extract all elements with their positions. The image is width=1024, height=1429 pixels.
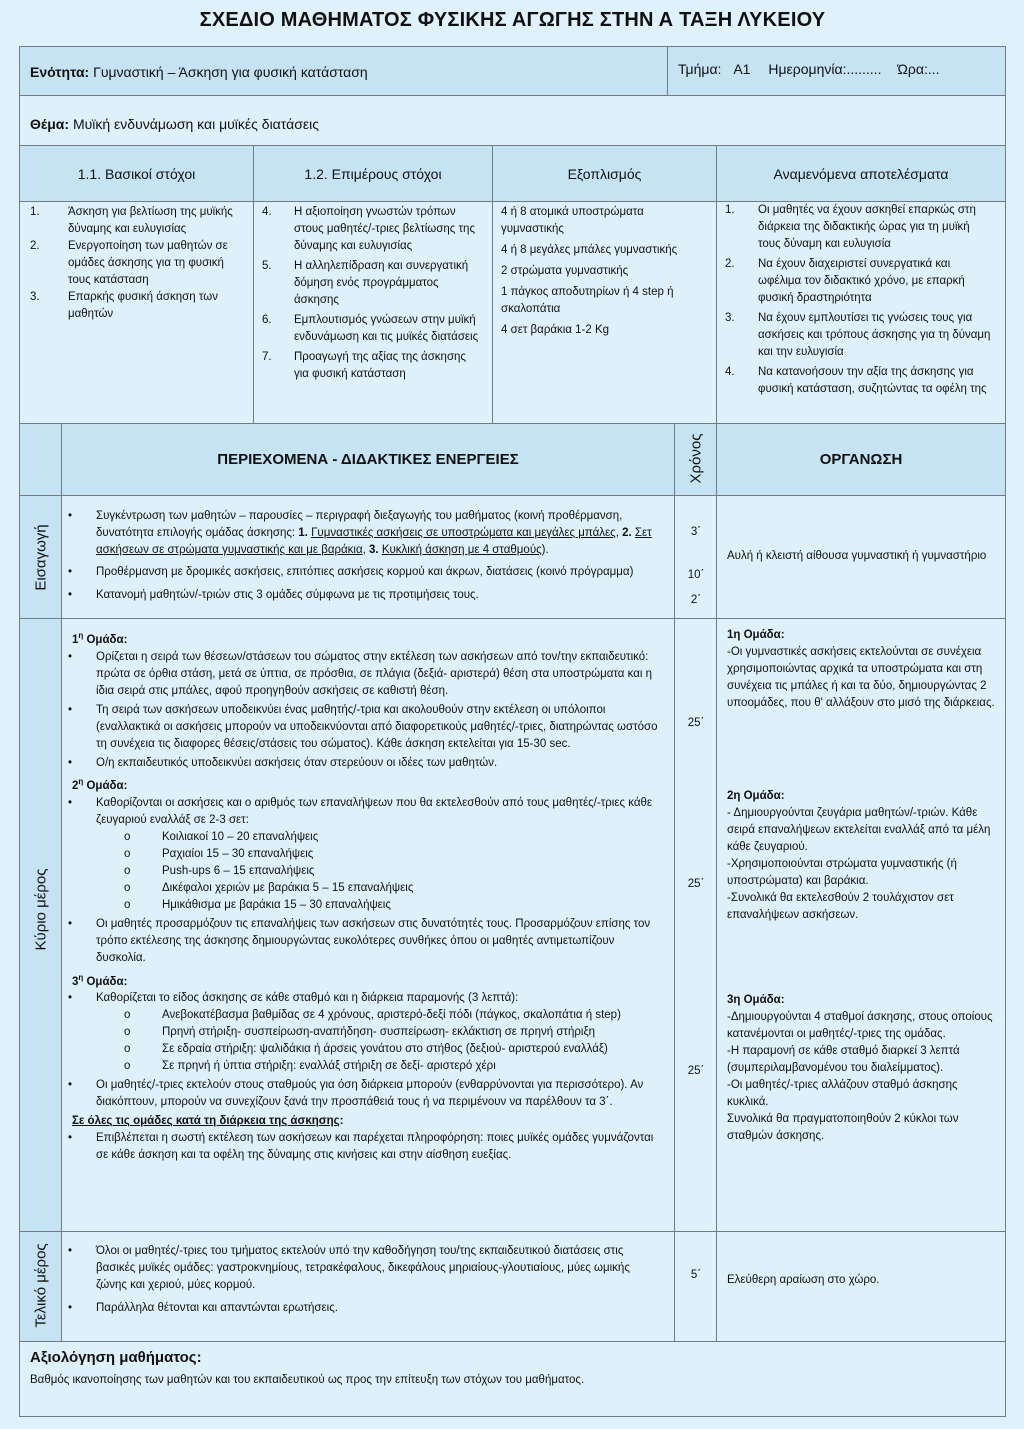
time-value: 25΄ — [687, 717, 705, 729]
goals-header-equipment — [493, 146, 717, 202]
unit-value: Γυμναστική – Άσκηση για φυσική κατάσταση — [93, 64, 368, 80]
list-item: 2. Να έχουν διαχειριστεί συνεργατικά και ωφέλιμα τον διδακτικό χρόνο, με επαρκή φυσική δραστηριότητα — [725, 258, 965, 304]
org-group2-title: 2η Ομάδα: — [727, 790, 785, 802]
time-value: 25΄ — [687, 1065, 705, 1077]
list-item: • Τη σειρά των ασκήσεων υποδεικνύει ένας μαθητής/-τρια και ακολουθούν στην εκτέλεση οι υπόλοιποι (εναλλακτικά οι ασκήσεις μπορούν να υποδεικνύονται από διαφορετικούς μαθητές/-τριες, διατηρώντας ωστόσο τη συνέχεια τις διαφορες θέσεις/στάσεις του σώματος). Κάθε άσκηση εκτελείται για 15-30 sec. — [68, 703, 658, 750]
final-content — [62, 1232, 675, 1342]
org-text: -Χρησιμοποιούνται στρώματα γυμναστικής (ή υποστρώματα) και βαράκια. — [727, 858, 957, 887]
intro-org — [717, 496, 1005, 619]
list-item: 4 ή 8 μεγάλες μπάλες γυμναστικής — [501, 244, 678, 256]
list-item: • Οι μαθητές προσαρμόζουν τις επαναλήψεις των ασκήσεων στις δυνατότητές τους. Προσαρμόζουν επίσης τον τρόπο εκτέλεσης της άσκησης δημιουργώντας ευκολότερες συνθήκες όπου οι μαθητές αντιμετωπίζουν δυσκολία. — [68, 917, 651, 964]
org-text: -Δημιουργούνται 4 σταθμοί άσκησης, στους οποίους κατανέμονται οι μαθητές/-τριες της ομάδας. — [727, 1011, 993, 1040]
list-item: • Ορίζεται η σειρά των θέσεων/στάσεων του σώματος στην εκτέλεση των ασκήσεων από τον/την εκπαιδευτικό: πρώτα σε όρθια στάση, μετά σε ύπτια, σε πρόσθια, σε πλάγια (δεξιά- αριστερά) θέση στα υποστρώματα και η ίδια σειρά στις μπάλες, αφού προηγηθούν ασκήσεις σε καθιστή θέση. — [68, 650, 653, 697]
class-label: Τμήμα: — [678, 61, 722, 77]
list-item: • Συγκέντρωση των μαθητών – παρουσίες – περιγραφή διεξαγωγής του μαθήματος (κοινή προθέρμανση, δυνατότητα επιλογής ομάδας άσκησης: 1. Γυμναστικές ασκήσεις σε υποστρώματα και μεγάλες μπάλες, 2. Σετ ασκήσεων σε στρώματα γυμναστικής και με βαράκια, 3. Κυκλική άσκηση με 4 σταθμούς). — [68, 510, 652, 556]
list-item: 4. Η αξιοποίηση γνωστών τρόπων στους μαθητές/-τριες βελτίωσης της δύναμης και ευλυγισίας — [262, 206, 475, 252]
list-item: • Όλοι οι μαθητές/-τριες του τμήματος εκτελούν υπό την καθοδήγηση του/της εκπαιδευτικού διατάσεις στις βασικές μυϊκές ομάδες: γαστροκνημίους, τετρακέφαλους, δικεφάλους μηριαίους-γλουτιαίους, μύες ωμικής ζώνης και χεριού, μύες κορμού. — [68, 1245, 630, 1291]
goals-header-specific — [254, 146, 493, 202]
final-org — [717, 1232, 1005, 1342]
sub-item: o Push-ups 6 – 15 επαναλήψεις — [124, 864, 315, 877]
class-date-cell — [668, 47, 1005, 96]
org-group1-title: 1η Ομάδα: — [727, 629, 785, 641]
list-item: • Κατανομή μαθητών/-τριών στις 3 ομάδες σύμφωνα με τις προτιμήσεις τους. — [68, 589, 479, 601]
time-value: 3΄ — [690, 526, 702, 538]
equipment-heading: Εξοπλισμός — [567, 166, 642, 182]
sub-item: o Δικέφαλοι χεριών με βαράκια 5 – 15 επαναλήψεις — [124, 881, 414, 894]
list-item: • Επιβλέπεται η σωστή εκτέλεση των ασκήσεων και παρέχεται πληροφόρηση: ποιες μυϊκές ομάδες γυμνάζονται σε κάθε άσκηση και τα οφέλη της δύναμης στις κινήσεις και στην αίσθηση ευεξίας. — [68, 1132, 654, 1162]
sub-item: o Κοιλιακοί 10 – 20 επαναλήψεις — [124, 830, 319, 843]
final-time — [675, 1232, 717, 1342]
org-text: -Η παραμονή σε κάθε σταθμό διαρκεί 3 λεπτά (συμπεριλαμβανομένου του διαλείμματος). — [727, 1045, 960, 1074]
unit-cell — [20, 47, 668, 96]
time-value: 5΄ — [690, 1269, 702, 1281]
all-groups-title: Σε όλες τις ομάδες κατά τη διάρκεια της άσκησης: — [72, 1115, 344, 1128]
org-text: Ελεύθερη αραίωση στο χώρο. — [727, 1274, 880, 1286]
lesson-plan-table — [19, 46, 1006, 1417]
group1-title: $1^\eta$ Ομάδα: — [72, 631, 128, 646]
list-item: 5. Η αλληλεπίδραση και συνεργατική δόμηση ενός προγράμματος άσκησης — [262, 260, 469, 306]
basic-goals-list — [20, 202, 254, 424]
list-item: 1. Οι μαθητές να έχουν ασκηθεί επαρκώς στη διάρκεια της διδακτικής ώρας για τη μυϊκή τους δύναμη και ευλυγισία — [725, 204, 976, 250]
content-header — [62, 424, 675, 496]
list-item: 3. Να έχουν εμπλουτίσει τις γνώσεις τους για ασκήσεις και τρόπους άσκησης για τη δύναμη και την ευλυγισία — [725, 312, 991, 358]
topic-label: Θέμα: — [30, 116, 70, 132]
content-heading: ΠΕΡΙΕΧΟΜΕΝΑ - ΔΙΔΑΚΤΙΚΕΣ ΕΝΕΡΓΕΙΕΣ — [217, 451, 519, 468]
list-item: 3. Επαρκής φυσική άσκηση των μαθητών — [30, 291, 218, 320]
list-item: • Ο/η εκπαιδευτικός υποδεικνύει ασκήσεις όταν στερεύουν οι ιδέες των μαθητών. — [68, 756, 498, 769]
goals-header-basic — [20, 146, 254, 202]
list-item: 7. Προαγωγή της αξίας της άσκησης για φυσική κατάσταση — [262, 351, 466, 380]
org-text: - Δημιουργούνται ζευγάρια μαθητών/-τριών. Κάθε σειρά επαναλήψεων εκτελείται εναλλάξ από τα μέλη κάθε ζευγαριού. — [727, 807, 991, 853]
org-text: Αυλή ή κλειστή αίθουσα γυμναστική ή γυμναστήριο — [727, 550, 987, 562]
time-header — [675, 424, 717, 496]
sub-item: o Πρηνή στήριξη- συσπείρωση-αναπήδηση- συσπείρωση- εκλάκτιση σε πρηνή στήριξη — [124, 1026, 596, 1039]
time-label: Ώρα:... — [897, 61, 940, 77]
org-group3-title: 3η Ομάδα: — [727, 994, 785, 1006]
lesson-plan-page — [19, 0, 1006, 1429]
specific-goals-heading: 1.2. Επιμέρους στόχοι — [304, 166, 442, 182]
list-item: 4. Να κατανοήσουν την αξία της άσκησης για φυσική κατάσταση, συζητώντας τα οφέλη της — [725, 366, 987, 395]
list-item: 4 σετ βαράκια 1-2 Kg — [501, 324, 610, 336]
topic-cell — [20, 96, 1005, 146]
main-content — [62, 619, 675, 1232]
intro-content — [62, 496, 675, 619]
main-org — [717, 619, 1005, 1232]
expected-results-list — [717, 202, 1005, 424]
main-label-cell — [20, 619, 62, 1232]
org-text: -Οι μαθητές/-τριες αλλάζουν σταθμό άσκησης κυκλικά. — [727, 1079, 958, 1108]
class-value: Α1 — [733, 61, 751, 77]
main-time — [675, 619, 717, 1232]
page-title: ΣΧΕΔΙΟ ΜΑΘΗΜΑΤΟΣ ΦΥΣΙΚΗΣ ΑΓΩΓΗΣ ΣΤΗΝ Α ΤΑΞΗ ΛΥΚΕΙΟΥ — [199, 9, 826, 31]
evaluation-cell — [20, 1342, 1005, 1416]
intro-label-cell — [20, 496, 62, 619]
goals-header-expected — [717, 146, 1005, 202]
org-text: Συνολικά θα πραγματοποιηθούν 2 κύκλοι των σταθμών άσκησης. — [727, 1113, 959, 1142]
time-value: 10΄ — [687, 569, 705, 581]
group3-title: $3^\eta$ Ομάδα: — [72, 972, 128, 988]
org-text: -Συνολικά θα εκτελεσθούν 2 τουλάχιστον σετ επαναλήψεων ασκήσεων. — [727, 892, 954, 921]
group2-title: $2^\eta$ Ομάδα: — [72, 776, 128, 792]
list-item: 1 πάγκος αποδυτηρίων ή 4 step ή σκαλοπάτια — [501, 286, 674, 315]
main-label: Κύριο μέρος — [32, 868, 50, 951]
sub-item: o Ραχιαίοι 15 – 30 επαναλήψεις — [124, 847, 314, 860]
final-label: Τελικό μέρος — [32, 1243, 50, 1328]
org-text: -Οι γυμναστικές ασκήσεις εκτελούνται σε συνέχεια χρησιμοποιώντας αρχικά τα υποστρώματα και στη συνέχεια τις μπάλες ή και τα δύο, δημιουργώντας 2 υποομάδες, που θ' αλλάξουν στο μισό της διάρκειας. — [727, 646, 995, 709]
list-item: • Παράλληλα θέτονται και απαντώνται ερωτήσεις. — [68, 1302, 338, 1314]
list-item: • Καθορίζονται οι ασκήσεις και ο αριθμός των επαναλήψεων που θα εκτελεσθούν από τους μαθητές/-τριες κάθε ζευγαριού εναλλάξ σε 2-3 σετ: — [68, 796, 652, 826]
date-label: Ημερομηνία:......... — [768, 61, 882, 77]
list-item: • Οι μαθητές/-τριες εκτελούν στους σταθμούς για όση διάρκεια μπορούν (ενθαρρύνονται για περισσότερο). Αν διακόπτουν, μπορούν να συνεχίζουν ξανά την προσπάθειά τους ή να περιμένουν να παρέλθουν τα 3΄. — [68, 1079, 644, 1109]
list-item: 6. Εμπλουτισμός γνώσεων στην μυϊκή ενδυνάμωση και τις μυϊκές διατάσεις — [262, 314, 479, 343]
sub-item: o Ανεβοκατέβασμα βαθμίδας σε 4 χρόνους, αριστερό-δεξί πόδι (πάγκος, σκαλοπάτια ή step) — [124, 1009, 621, 1022]
sub-item: o Σε εδραία στήριξη: ψαλιδάκια ή άρσεις γονάτου στο στήθος (δεξιού- αριστερού εναλλάξ) — [124, 1043, 608, 1056]
equipment-list — [493, 202, 717, 424]
time-value: 25΄ — [687, 878, 705, 890]
time-heading: Χρόνος — [687, 433, 705, 484]
specific-goals-list — [254, 202, 493, 424]
list-item: 1. Άσκηση για βελτίωση της μυϊκής δύναμης και ευλυγισίας — [30, 206, 233, 235]
list-item: • Καθορίζεται το είδος άσκησης σε κάθε σταθμό και η διάρκεια παραμονής (3 λεπτά): — [68, 992, 519, 1005]
topic-value: Μυϊκή ενδυνάμωση και μυϊκές διατάσεις — [72, 116, 319, 132]
expected-heading: Αναμενόμενα αποτελέσματα — [773, 166, 949, 182]
list-item: 4 ή 8 ατομικά υποστρώματα γυμναστικής — [501, 206, 644, 235]
org-header — [717, 424, 1005, 496]
org-heading: ΟΡΓΑΝΩΣΗ — [819, 451, 903, 468]
evaluation-text: Βαθμός ικανοποίησης των μαθητών και του εκπαιδευτικού ως προς την επίτευξη των στόχων του μαθήματος. — [30, 1374, 585, 1386]
unit-label: Ενότητα: — [30, 64, 90, 80]
intro-label: Εισαγωγή — [32, 524, 50, 591]
section-label-header — [20, 424, 62, 496]
list-item: 2 στρώματα γυμναστικής — [501, 265, 629, 277]
list-item: • Προθέρμανση με δρομικές ασκήσεις, επιτόπιες ασκήσεις κορμού και άκρων, διατάσεις (κοινό πρόγραμμα) — [68, 566, 634, 578]
sub-item: o Ημικάθισμα με βαράκια 15 – 30 επαναλήψεις — [124, 898, 391, 911]
basic-goals-heading: 1.1. Βασικοί στόχοι — [77, 166, 196, 182]
final-label-cell — [20, 1232, 62, 1342]
list-item: 2. Ενεργοποίηση των μαθητών σε ομάδες άσκησης για τη φυσική τους κατάσταση — [30, 240, 228, 286]
evaluation-title: Αξιολόγηση μαθήματος: — [30, 1349, 202, 1366]
sub-item: o Σε πρηνή ή ύπτια στήριξη: εναλλάξ στήριξη σε δεξί- αριστερό χέρι — [124, 1060, 496, 1073]
intro-time — [675, 496, 717, 619]
time-value: 2΄ — [690, 594, 702, 606]
